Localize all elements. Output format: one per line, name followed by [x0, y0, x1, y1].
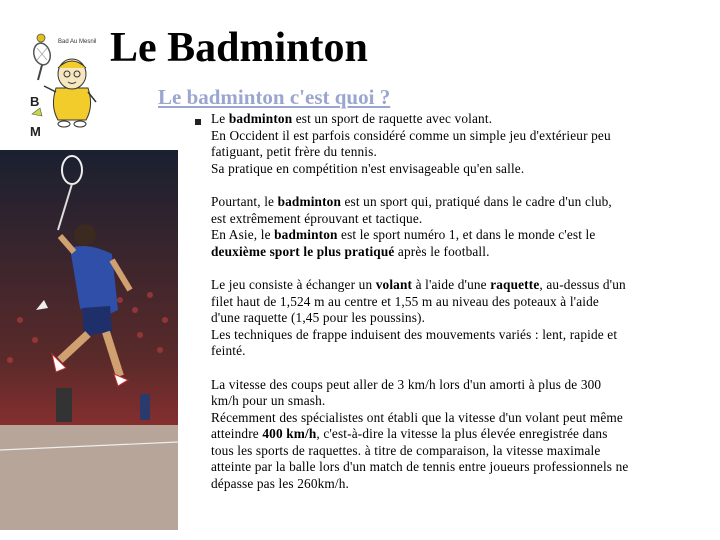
page-title: Le Badminton [110, 25, 368, 71]
badminton-player-photo [0, 150, 178, 530]
logo-letter-b: B [30, 94, 40, 109]
article-body [211, 111, 703, 509]
paragraph-speed: La vitesse des coups peut aller de 3 km/h lors d'un amorti à plus de 300 km/h pour un smash. Récemment des spécialistes ont établi que la vitesse d'un volant peut même atteindre 400 km/h, c'est-à-dire la vitesse la plus élevée enregistrée dans tous les sports de raquettes. à titre de comparaison, la vitesse maximale atteinte par la balle lors d'un match de tennis entre joueurs professionnels ne dépasse pas les 260km/h. [211, 376, 629, 492]
square-bullet-icon [195, 119, 201, 125]
paragraph-popularity: Pourtant, le badminton est un sport qui, pratiqué dans le cadre d'un club, est extrêmement éprouvant et tactique. En Asie, le badminton est le sport numéro 1, et dans le monde c'est le deuxième sport le plus pratiqué après le football. [211, 193, 612, 259]
logo-letter-m: M [30, 124, 41, 139]
club-mascot-icon [28, 28, 108, 140]
paragraph-definition: Le badminton est un sport de raquette avec volant. En Occident il est parfois considéré comme un simple jeu d'extérieur peu fatiguant, petit frère du tennis. Sa pratique en compétition n'est envisageable qu'en salle. [211, 111, 611, 176]
paragraph-rules: Le jeu consiste à échanger un volant à l'aide d'une raquette, au-dessus d'un filet haut de 1,524 m au centre et 1,55 m au niveau des poteaux à l'aide d'une raquette (1,45 pour les poussins). Les techniques de frappe induisent des mouvements variés : lent, rapide et feinté. [211, 276, 626, 359]
page-subtitle: Le badminton c'est quoi ? [158, 85, 391, 109]
club-logo [28, 28, 108, 140]
logo-header-text: Bad Au Mesnil [58, 39, 97, 45]
